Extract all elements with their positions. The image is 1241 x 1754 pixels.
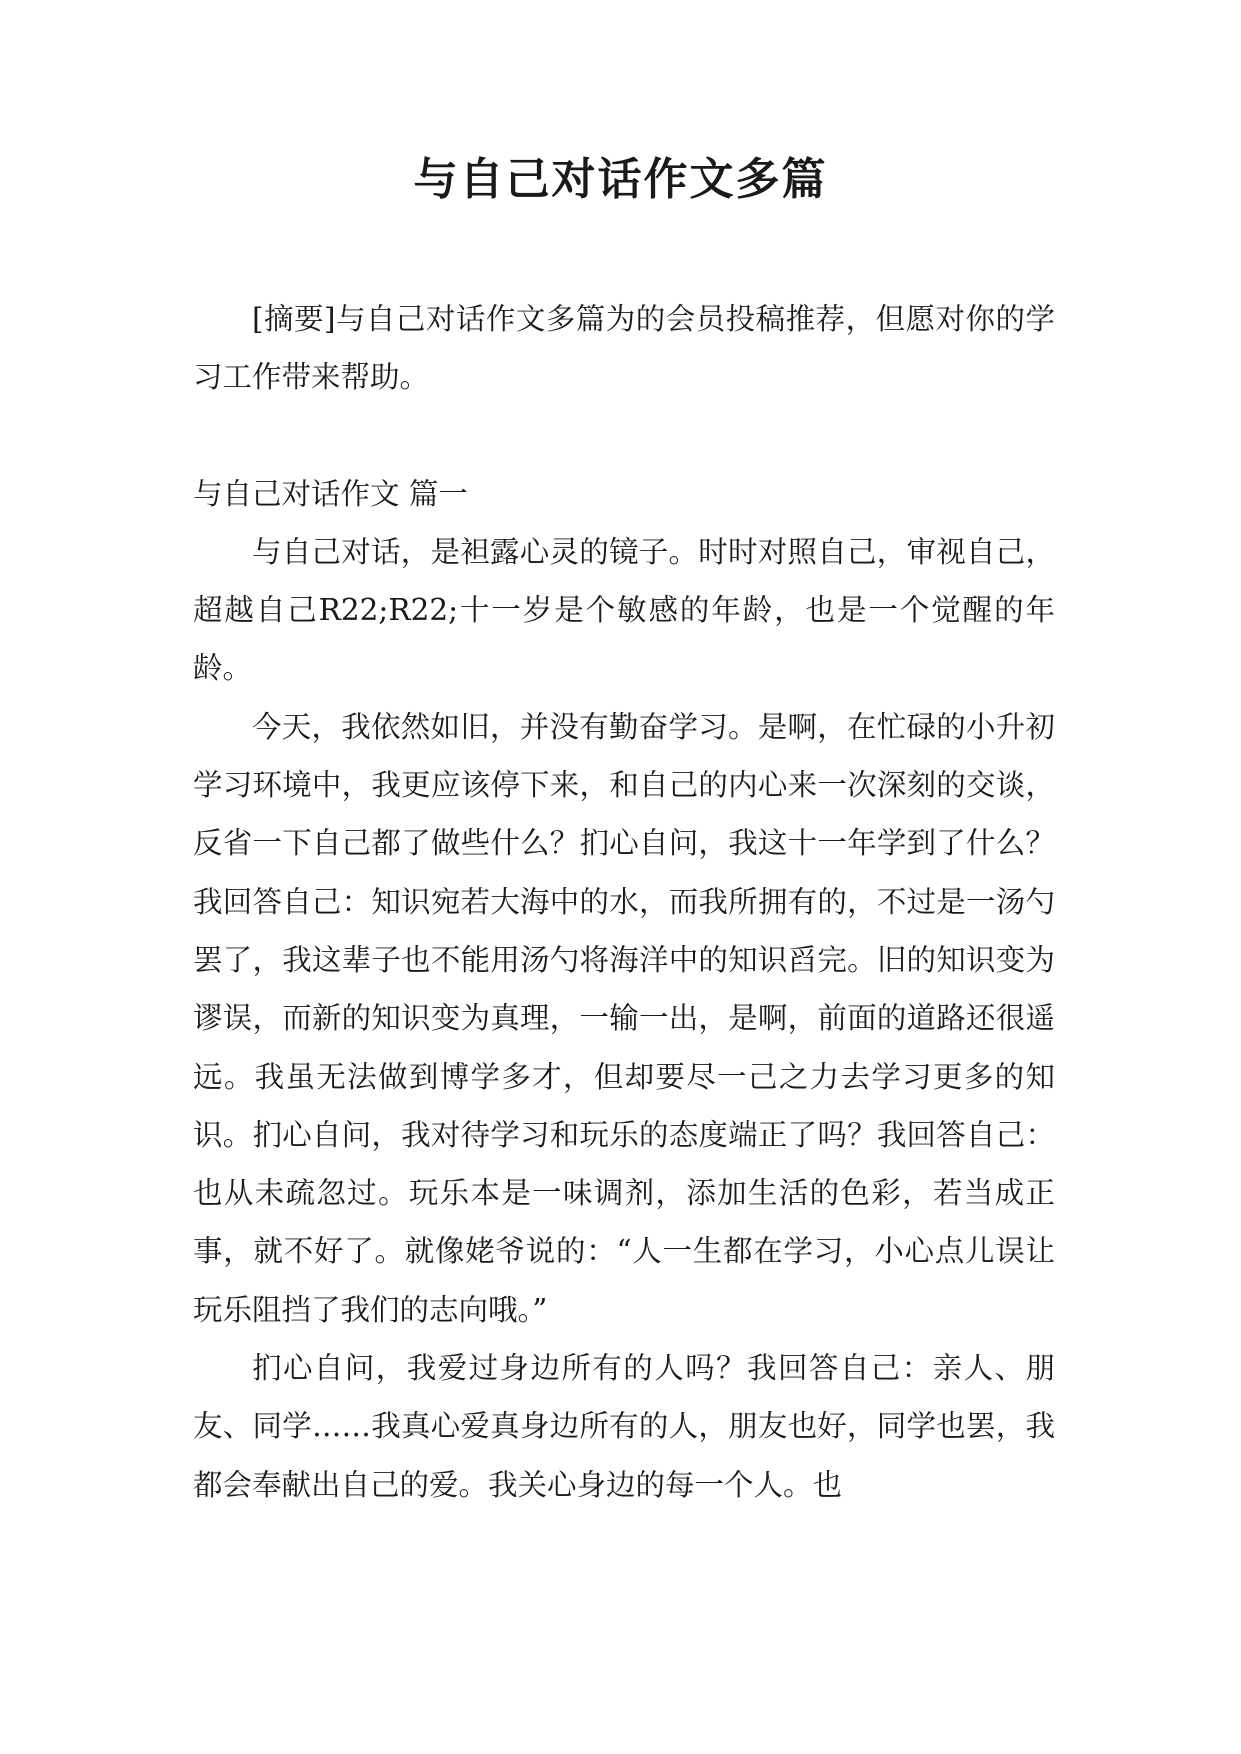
- body-paragraph-1: 与自己对话，是袒露心灵的镜子。时时对照自己，审视自己，超越自己R22;R22;十一岁是个敏感的年龄，也是一个觉醒的年龄。: [193, 534, 1055, 686]
- body-paragraph-2: 今天，我依然如旧，并没有勤奋学习。是啊，在忙碌的小升初学习环境中，我更应该停下来，和自己的内心来一次深刻的交谈，反省一下自己都了做些什么？扪心自问，我这十一年学到了什么？我回答自己：知识宛若大海中的水，而我所拥有的，不过是一汤勺罢了，我这辈子也不能用汤勺将海洋中的知识舀完。旧的知识变为谬误，而新的知识变为真理，一输一出，是啊，前面的道路还很遥远。我虽无法做到博学多才，但却要尽一己之力去学习更多的知识。扪心自问，我对待学习和玩乐的态度端正了吗？我回答自己：也从未疏忽过。玩乐本是一味调剂，添加生活的色彩，若当成正事，就不好了。就像姥爷说的：“人一生都在学习，小心点儿误让玩乐阻挡了我们的志向哦。”: [193, 709, 1055, 1327]
- document-body: [193, 290, 1055, 1514]
- section-heading: 与自己对话作文 篇一: [193, 476, 468, 511]
- document-title: 与自己对话作文多篇: [413, 154, 828, 205]
- body-paragraph-3: 扪心自问，我爱过身边所有的人吗？我回答自己：亲人、朋友、同学……我真心爱真身边所有的人，朋友也好，同学也罢，我都会奉献出自己的爱。我关心身边的每一个人。也: [193, 1351, 1055, 1502]
- abstract-paragraph: [摘要]与自己对话作文多篇为的会员投稿推荐，但愿对你的学习工作带来帮助。: [193, 302, 1055, 395]
